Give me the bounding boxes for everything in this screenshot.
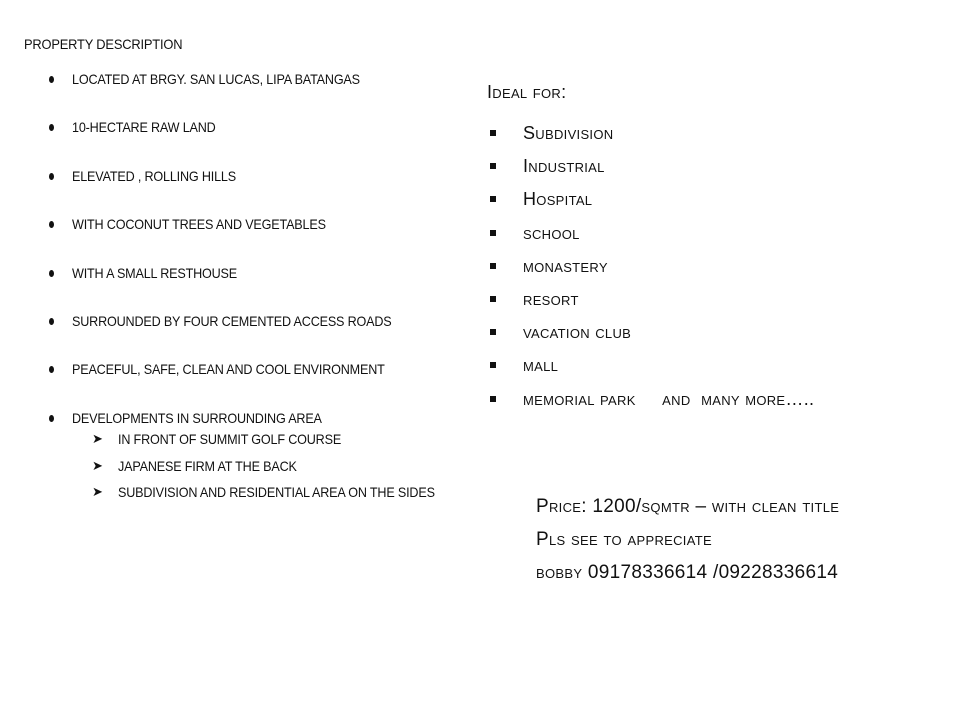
square-bullet-icon — [490, 396, 496, 402]
list-item: 10-HECTARE RAW LAND — [24, 118, 464, 166]
surrounding-developments-list — [92, 430, 470, 510]
square-bullet-icon — [490, 296, 496, 302]
price-text: Price: 1200/sqmtr – with clean title — [536, 496, 840, 517]
square-bullet-icon — [490, 163, 496, 169]
square-bullet-icon — [490, 362, 496, 368]
contact-text: bobby 09178336614 /09228336614 — [536, 562, 839, 583]
list-item: LOCATED AT BRGY. SAN LUCAS, LIPA BATANGAS — [24, 70, 464, 118]
ideal-for-heading: Ideal for: — [487, 82, 567, 102]
list-item: mall — [487, 354, 947, 387]
bullet-dot-icon — [49, 318, 54, 325]
ideal-for-list — [487, 122, 947, 421]
property-description-list — [24, 70, 464, 457]
bullet-dot-icon — [49, 270, 54, 277]
bullet-dot-icon — [49, 124, 54, 131]
ideal-for-section — [487, 80, 947, 421]
list-item: vacation club — [487, 321, 947, 354]
list-item: WITH COCONUT TREES AND VEGETABLES — [24, 215, 464, 263]
bullet-dot-icon — [49, 415, 54, 422]
arrow-right-icon: ➤ — [92, 484, 103, 499]
property-description-heading: PROPERTY DESCRIPTION — [24, 36, 183, 52]
list-item: Subdivision — [487, 122, 947, 155]
square-bullet-icon — [490, 130, 496, 136]
list-item: ➤ JAPANESE FIRM AT THE BACK — [92, 457, 297, 474]
bullet-dot-icon — [49, 221, 54, 228]
square-bullet-icon — [490, 230, 496, 236]
list-item: school — [487, 222, 947, 255]
list-item: Industrial — [487, 155, 947, 188]
property-description-section — [24, 34, 464, 457]
list-item: SURROUNDED BY FOUR CEMENTED ACCESS ROADS — [24, 312, 464, 360]
list-item: memorial park and many more….. — [487, 388, 947, 421]
list-item: WITH A SMALL RESTHOUSE — [24, 264, 464, 312]
appreciate-text: Pls see to appreciate — [536, 529, 712, 550]
square-bullet-icon — [490, 196, 496, 202]
square-bullet-icon — [490, 263, 496, 269]
bullet-dot-icon — [49, 76, 54, 83]
list-item: Hospital — [487, 188, 947, 221]
list-item: ➤ SUBDIVISION AND RESIDENTIAL AREA ON THE SIDES — [92, 484, 435, 500]
list-item: ➤ IN FRONT OF SUMMIT GOLF COURSE — [92, 431, 342, 447]
list-item: DEVELOPMENTS IN SURROUNDING AREA — [24, 409, 464, 457]
bullet-dot-icon — [49, 366, 54, 373]
pricing-section — [536, 490, 956, 589]
list-item: resort — [487, 288, 947, 321]
list-item: ELEVATED , ROLLING HILLS — [24, 167, 464, 215]
square-bullet-icon — [490, 329, 496, 335]
arrow-right-icon: ➤ — [92, 431, 103, 446]
bullet-dot-icon — [49, 173, 54, 180]
list-item: monastery — [487, 255, 947, 288]
list-item: PEACEFUL, SAFE, CLEAN AND COOL ENVIRONMENT — [24, 360, 464, 408]
arrow-right-icon: ➤ — [92, 457, 103, 473]
